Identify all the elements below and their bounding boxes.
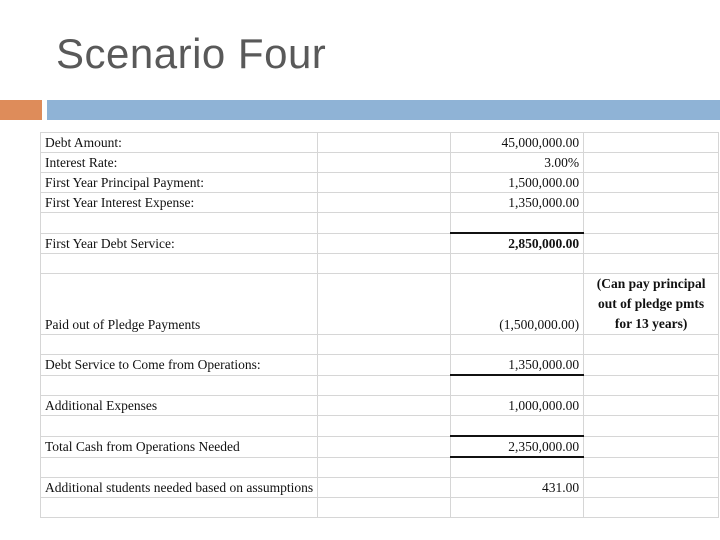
table-row bbox=[41, 396, 719, 416]
slide-title: Scenario Four bbox=[56, 30, 327, 77]
empty-cell bbox=[451, 254, 584, 274]
interest-expense-label: First Year Interest Expense: bbox=[41, 193, 318, 213]
table-row bbox=[41, 498, 719, 518]
accent-bar-orange bbox=[0, 100, 42, 120]
debt-service-value: 2,850,000.00 bbox=[451, 233, 584, 254]
empty-cell bbox=[584, 193, 719, 213]
table-row bbox=[41, 133, 719, 153]
interest-rate-value: 3.00% bbox=[451, 153, 584, 173]
empty-cell bbox=[584, 457, 719, 478]
empty-cell bbox=[41, 498, 318, 518]
empty-cell bbox=[451, 498, 584, 518]
empty-cell bbox=[318, 457, 451, 478]
table-row bbox=[41, 173, 719, 193]
empty-cell bbox=[318, 416, 451, 437]
empty-cell bbox=[41, 335, 318, 355]
empty-cell bbox=[451, 213, 584, 234]
empty-cell bbox=[41, 375, 318, 396]
empty-cell bbox=[584, 153, 719, 173]
debt-service-operations-value: 1,350,000.00 bbox=[451, 355, 584, 376]
empty-cell bbox=[584, 416, 719, 437]
empty-cell bbox=[318, 335, 451, 355]
table-row bbox=[41, 457, 719, 478]
empty-cell bbox=[584, 478, 719, 498]
empty-cell bbox=[318, 355, 451, 376]
debt-service-label: First Year Debt Service: bbox=[41, 233, 318, 254]
principal-payment-label: First Year Principal Payment: bbox=[41, 173, 318, 193]
table-row bbox=[41, 233, 719, 254]
empty-cell bbox=[318, 375, 451, 396]
debt-amount-label: Debt Amount: bbox=[41, 133, 318, 153]
empty-cell bbox=[41, 416, 318, 437]
empty-cell bbox=[318, 274, 451, 335]
total-cash-label: Total Cash from Operations Needed bbox=[41, 436, 318, 457]
table-row bbox=[41, 193, 719, 213]
empty-cell bbox=[41, 213, 318, 234]
empty-cell bbox=[318, 436, 451, 457]
pledge-payments-value: (1,500,000.00) bbox=[451, 274, 584, 335]
accent-bar-blue bbox=[47, 100, 720, 120]
empty-cell bbox=[318, 153, 451, 173]
additional-expenses-label: Additional Expenses bbox=[41, 396, 318, 416]
empty-cell bbox=[584, 213, 719, 234]
empty-cell bbox=[584, 355, 719, 376]
total-cash-value: 2,350,000.00 bbox=[451, 436, 584, 457]
table-row bbox=[41, 254, 719, 274]
table-row bbox=[41, 274, 719, 335]
additional-students-label: Additional students needed based on assumptions bbox=[41, 478, 318, 498]
pledge-payments-note: (Can pay principal out of pledge pmts for 13 years) bbox=[584, 274, 719, 335]
empty-cell bbox=[451, 375, 584, 396]
empty-cell bbox=[584, 133, 719, 153]
empty-cell bbox=[451, 457, 584, 478]
table-row bbox=[41, 335, 719, 355]
empty-cell bbox=[584, 498, 719, 518]
empty-cell bbox=[584, 233, 719, 254]
interest-rate-label: Interest Rate: bbox=[41, 153, 318, 173]
empty-cell bbox=[584, 173, 719, 193]
empty-cell bbox=[318, 498, 451, 518]
table-row bbox=[41, 375, 719, 396]
principal-payment-value: 1,500,000.00 bbox=[451, 173, 584, 193]
table-row bbox=[41, 478, 719, 498]
empty-cell bbox=[584, 375, 719, 396]
empty-cell bbox=[318, 133, 451, 153]
interest-expense-value: 1,350,000.00 bbox=[451, 193, 584, 213]
debt-scenario-table bbox=[40, 132, 719, 518]
empty-cell bbox=[318, 396, 451, 416]
empty-cell bbox=[318, 254, 451, 274]
table-row bbox=[41, 213, 719, 234]
additional-students-value: 431.00 bbox=[451, 478, 584, 498]
table-row bbox=[41, 153, 719, 173]
empty-cell bbox=[41, 254, 318, 274]
empty-cell bbox=[451, 416, 584, 437]
debt-amount-value: 45,000,000.00 bbox=[451, 133, 584, 153]
table-row bbox=[41, 436, 719, 457]
empty-cell bbox=[318, 233, 451, 254]
empty-cell bbox=[318, 478, 451, 498]
empty-cell bbox=[584, 254, 719, 274]
empty-cell bbox=[318, 213, 451, 234]
empty-cell bbox=[584, 335, 719, 355]
table-row bbox=[41, 416, 719, 437]
additional-expenses-value: 1,000,000.00 bbox=[451, 396, 584, 416]
empty-cell bbox=[584, 396, 719, 416]
empty-cell bbox=[41, 457, 318, 478]
empty-cell bbox=[584, 436, 719, 457]
empty-cell bbox=[451, 335, 584, 355]
table-row bbox=[41, 355, 719, 376]
debt-service-operations-label: Debt Service to Come from Operations: bbox=[41, 355, 318, 376]
pledge-payments-label: Paid out of Pledge Payments bbox=[41, 274, 318, 335]
empty-cell bbox=[318, 173, 451, 193]
empty-cell bbox=[318, 193, 451, 213]
